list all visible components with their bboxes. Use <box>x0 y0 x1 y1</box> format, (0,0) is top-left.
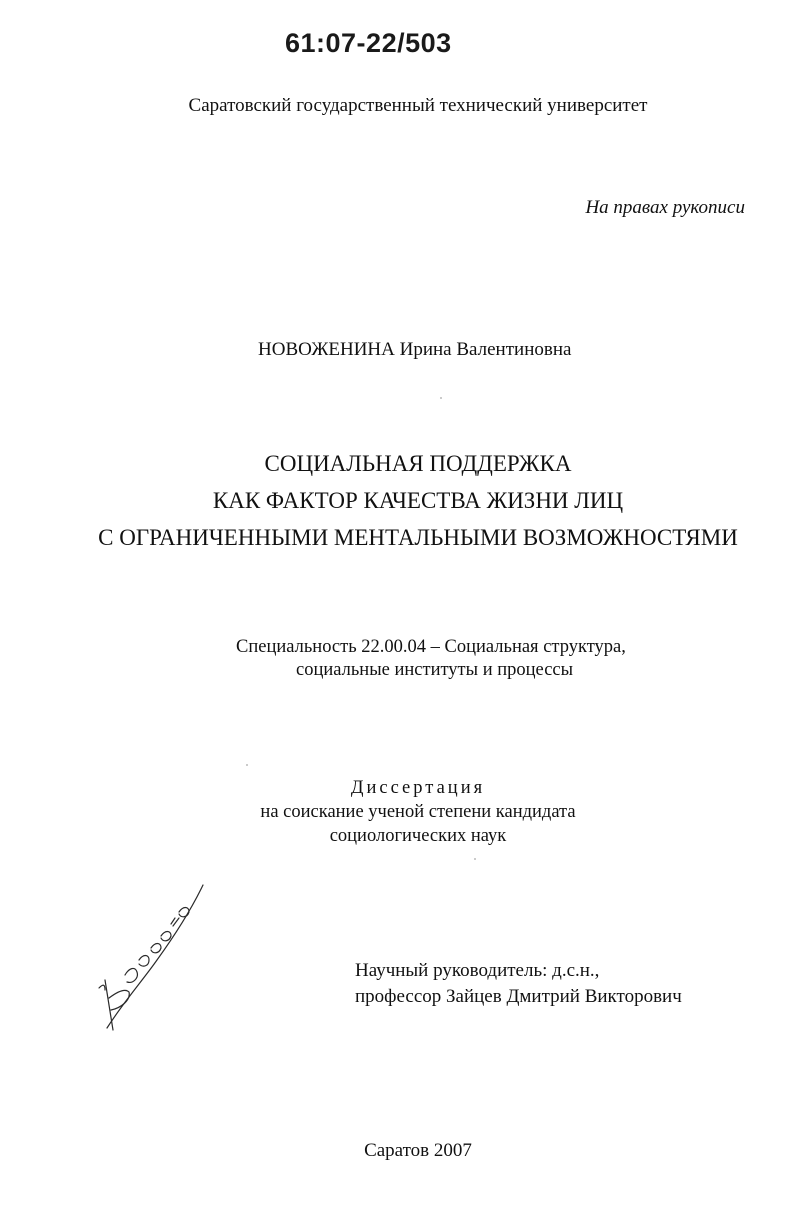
title-line-1: СОЦИАЛЬНАЯ ПОДДЕРЖКА <box>264 451 572 476</box>
university-name: Саратовский государственный технический университет <box>188 95 648 116</box>
dissertation-line-3: социологических наук <box>329 826 507 846</box>
city-year: Саратов 2007 <box>364 1140 472 1161</box>
dissertation-title <box>0 445 796 556</box>
scan-speck <box>246 764 248 766</box>
scientific-supervisor <box>355 958 682 1010</box>
specialty <box>236 636 626 682</box>
dissertation-degree <box>0 776 796 848</box>
dissertation-heading: Диссертация <box>350 778 486 798</box>
handwritten-signature <box>95 880 225 1035</box>
title-line-2: КАК ФАКТОР КАЧЕСТВА ЖИЗНИ ЛИЦ <box>212 488 624 513</box>
supervisor-line-1: Научный руководитель: д.с.н., <box>355 960 600 981</box>
catalog-number: 61:07-22/503 <box>285 28 452 58</box>
supervisor-line-2: профессор Зайцев Дмитрий Викторович <box>355 986 682 1007</box>
specialty-line-1: Специальность 22.00.04 – Социальная структура, <box>236 637 626 657</box>
scan-speck <box>474 858 476 860</box>
title-line-3: С ОГРАНИЧЕННЫМИ МЕНТАЛЬНЫМИ ВОЗМОЖНОСТЯМИ <box>98 525 738 550</box>
author-name: НОВОЖЕНИНА Ирина Валентиновна <box>258 339 572 360</box>
scan-speck <box>440 397 442 399</box>
dissertation-line-2: на соискание ученой степени кандидата <box>260 802 576 822</box>
specialty-line-2: социальные институты и процессы <box>296 660 574 680</box>
manuscript-note: На правах рукописи <box>585 197 745 218</box>
